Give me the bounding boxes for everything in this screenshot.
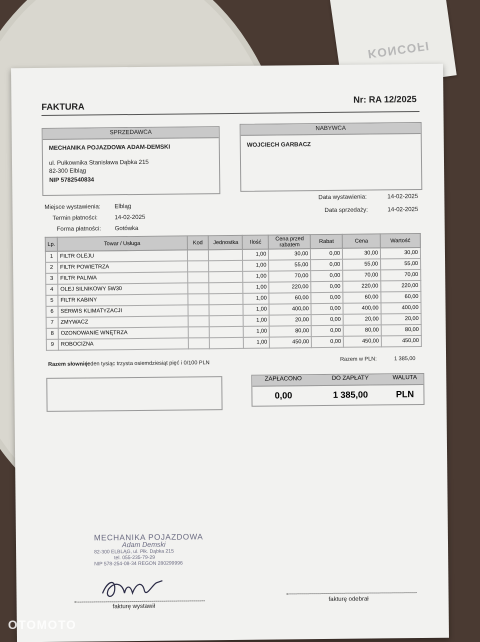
issue-date-label: Data wystawienia:: [318, 194, 367, 202]
table-cell: 4: [46, 284, 58, 295]
invoice-paper: [11, 64, 449, 642]
due-date-label: Termin płatności:: [52, 215, 98, 222]
payment-form-value: Gotówka: [114, 225, 139, 233]
col-header: Rabat: [310, 234, 342, 248]
stamp-line-3: 82-300 ELBLĄG, ul. Płk. Dąbka 215: [94, 548, 174, 556]
buyer-box: [240, 122, 423, 192]
table-cell: [188, 338, 210, 349]
currency-label: WALUTA: [392, 375, 417, 382]
table-cell: 55,00: [269, 260, 311, 271]
company-stamp: [94, 532, 204, 567]
table-cell: 0,00: [311, 314, 343, 325]
table-cell: [209, 271, 243, 282]
table-cell: [210, 326, 244, 337]
table-cell: 60,00: [381, 291, 421, 302]
place-value: Elbląg: [114, 204, 132, 211]
table-cell: 1,00: [243, 271, 269, 282]
table-cell: [209, 293, 243, 304]
seller-nip: NIP 5782540834: [49, 177, 95, 184]
table-cell: 20,00: [343, 314, 381, 325]
due-date-value: 14-02-2025: [114, 214, 146, 222]
total-value: 1 385,00: [394, 356, 416, 363]
table-cell: [209, 260, 243, 271]
table-cell: ROBOCIZNA: [58, 338, 188, 350]
currency-value: PLN: [395, 389, 414, 400]
table-cell: 8: [46, 328, 58, 339]
table-cell: 1,00: [243, 249, 269, 260]
table-cell: 80,00: [270, 326, 312, 337]
col-header: Kod: [187, 236, 209, 250]
payment-summary: [251, 373, 424, 407]
col-header: Ilość: [243, 235, 269, 249]
table-cell: [210, 337, 244, 348]
to-pay-value: 1 385,00: [332, 389, 369, 400]
table-cell: [188, 316, 210, 327]
signature-scribble: [98, 575, 168, 602]
table-cell: 450,00: [270, 337, 312, 348]
seller-box: [42, 126, 221, 196]
issue-date-value: 14-02-2025: [387, 194, 419, 201]
seller-header: SPRZEDAWCA: [43, 127, 219, 140]
table-cell: [209, 304, 243, 315]
table-cell: [187, 261, 209, 272]
title-divider: [41, 111, 419, 116]
payment-form-label: Forma płatności:: [56, 226, 102, 233]
table-cell: 6: [46, 306, 58, 317]
table-cell: [187, 294, 209, 305]
table-cell: 0,00: [311, 281, 343, 292]
table-cell: 55,00: [381, 258, 421, 269]
seller-address-1: ul. Pułkownika Stanisława Dąbka 215: [48, 159, 149, 167]
table-cell: 1,00: [243, 315, 269, 326]
table-cell: [209, 249, 243, 260]
issuer-signature-label: fakturę wystawił: [112, 603, 156, 611]
invoice-number: Nr: RA 12/2025: [353, 94, 417, 105]
table-cell: ZMYWACZ: [58, 316, 188, 328]
place-label: Miejsce wystawienia:: [44, 204, 101, 211]
stamp-line-4: tel. 055-235-79-29: [114, 554, 156, 562]
table-cell: 400,00: [381, 302, 421, 313]
seller-address-2: 82-300 Elbląg: [49, 168, 87, 175]
stamp-line-5: NIP 578-254-08-34 REGON 280299996: [94, 560, 183, 568]
issuer-signature-line: [75, 600, 205, 602]
strip-text: KONCOFI: [366, 38, 431, 62]
seller-name: MECHANIKA POJAZDOWA ADAM-DEMSKI: [48, 144, 171, 152]
table-cell: 220,00: [269, 282, 311, 293]
table-cell: 1: [45, 251, 57, 262]
col-header: Jednostka: [209, 235, 243, 249]
col-header: Cena przed rabatem: [269, 235, 311, 249]
table-cell: 80,00: [381, 324, 421, 335]
table-cell: 450,00: [381, 335, 421, 346]
to-pay-label: DO ZAPŁATY: [331, 375, 369, 382]
notes-box: [46, 376, 222, 412]
words-label: Razem słownie:: [48, 361, 90, 368]
table-cell: OLEJ SILNIKOWY 5W30: [58, 283, 188, 295]
table-cell: 1,00: [243, 282, 269, 293]
buyer-name: WOJCIECH GARBACZ: [246, 142, 311, 149]
table-cell: 70,00: [381, 269, 421, 280]
total-label: Razem w PLN:: [340, 356, 377, 363]
table-cell: 80,00: [343, 325, 381, 336]
table-cell: 0,00: [311, 248, 343, 259]
table-cell: 0,00: [311, 292, 343, 303]
items-table: [45, 233, 422, 351]
table-cell: 20,00: [381, 313, 421, 324]
buyer-header: NABYWCA: [241, 123, 421, 136]
table-cell: 1,00: [243, 304, 269, 315]
table-cell: 7: [46, 317, 58, 328]
table-cell: FILTR KABINY: [58, 294, 188, 306]
table-cell: 60,00: [343, 292, 381, 303]
table-cell: 20,00: [269, 315, 311, 326]
table-cell: FILTR OLEJU: [57, 250, 187, 262]
table-cell: 1,00: [244, 337, 270, 348]
table-cell: 1,00: [244, 326, 270, 337]
table-cell: 220,00: [381, 280, 421, 291]
table-cell: 30,00: [269, 249, 311, 260]
table-cell: 400,00: [343, 303, 381, 314]
table-cell: 1,00: [243, 293, 269, 304]
table-cell: 3: [46, 273, 58, 284]
receiver-signature-line: [287, 592, 417, 594]
col-header: Lp.: [45, 237, 57, 251]
table-cell: 0,00: [311, 325, 343, 336]
paid-value: 0,00: [274, 390, 293, 401]
sale-date-label: Data sprzedaży:: [324, 207, 368, 215]
table-cell: 70,00: [269, 271, 311, 282]
table-cell: [187, 272, 209, 283]
table-cell: 30,00: [343, 248, 381, 259]
table-cell: 2: [46, 262, 58, 273]
table-cell: 5: [46, 295, 58, 306]
col-header: Cena: [342, 234, 380, 248]
table-cell: 1,00: [243, 260, 269, 271]
table-cell: [187, 250, 209, 261]
stamp-line-1: MECHANIKA POJAZDOWA: [93, 532, 204, 543]
table-cell: 9: [46, 339, 58, 350]
table-cell: 220,00: [343, 281, 381, 292]
table-cell: 55,00: [343, 259, 381, 270]
sale-date-value: 14-02-2025: [387, 207, 419, 214]
table-cell: 70,00: [343, 270, 381, 281]
table-cell: OZONOWANIE WNĘTRZA: [58, 327, 188, 339]
table-cell: 0,00: [311, 259, 343, 270]
col-header: Towar / Usługa: [57, 236, 187, 251]
table-cell: [209, 282, 243, 293]
words-value: jeden tysiąc trzysta osiemdziesiąt pięć i 0/100 PLN: [86, 360, 210, 368]
table-cell: [210, 315, 244, 326]
stamp-line-2: Adam Demski: [121, 541, 166, 550]
table-cell: 0,00: [311, 303, 343, 314]
table-cell: 60,00: [269, 293, 311, 304]
table-cell: [188, 327, 210, 338]
invoice-title: FAKTURA: [41, 101, 85, 112]
table-cell: 30,00: [380, 248, 420, 259]
table-cell: [187, 283, 209, 294]
table-cell: SERWIS KLIMATYZACJI: [58, 305, 188, 317]
table-cell: 0,00: [312, 336, 344, 347]
table-cell: 450,00: [343, 336, 381, 347]
receiver-signature-label: fakturę odebrał: [328, 596, 369, 603]
table-cell: 0,00: [311, 270, 343, 281]
col-header: Wartość: [380, 234, 420, 248]
otomoto-watermark: OTOMOTO: [8, 618, 77, 632]
table-cell: FILTR POWIETRZA: [58, 261, 188, 273]
table-cell: [187, 305, 209, 316]
paid-label: ZAPŁACONO: [264, 376, 302, 383]
table-cell: FILTR PALIWA: [58, 272, 188, 284]
table-cell: 400,00: [269, 304, 311, 315]
